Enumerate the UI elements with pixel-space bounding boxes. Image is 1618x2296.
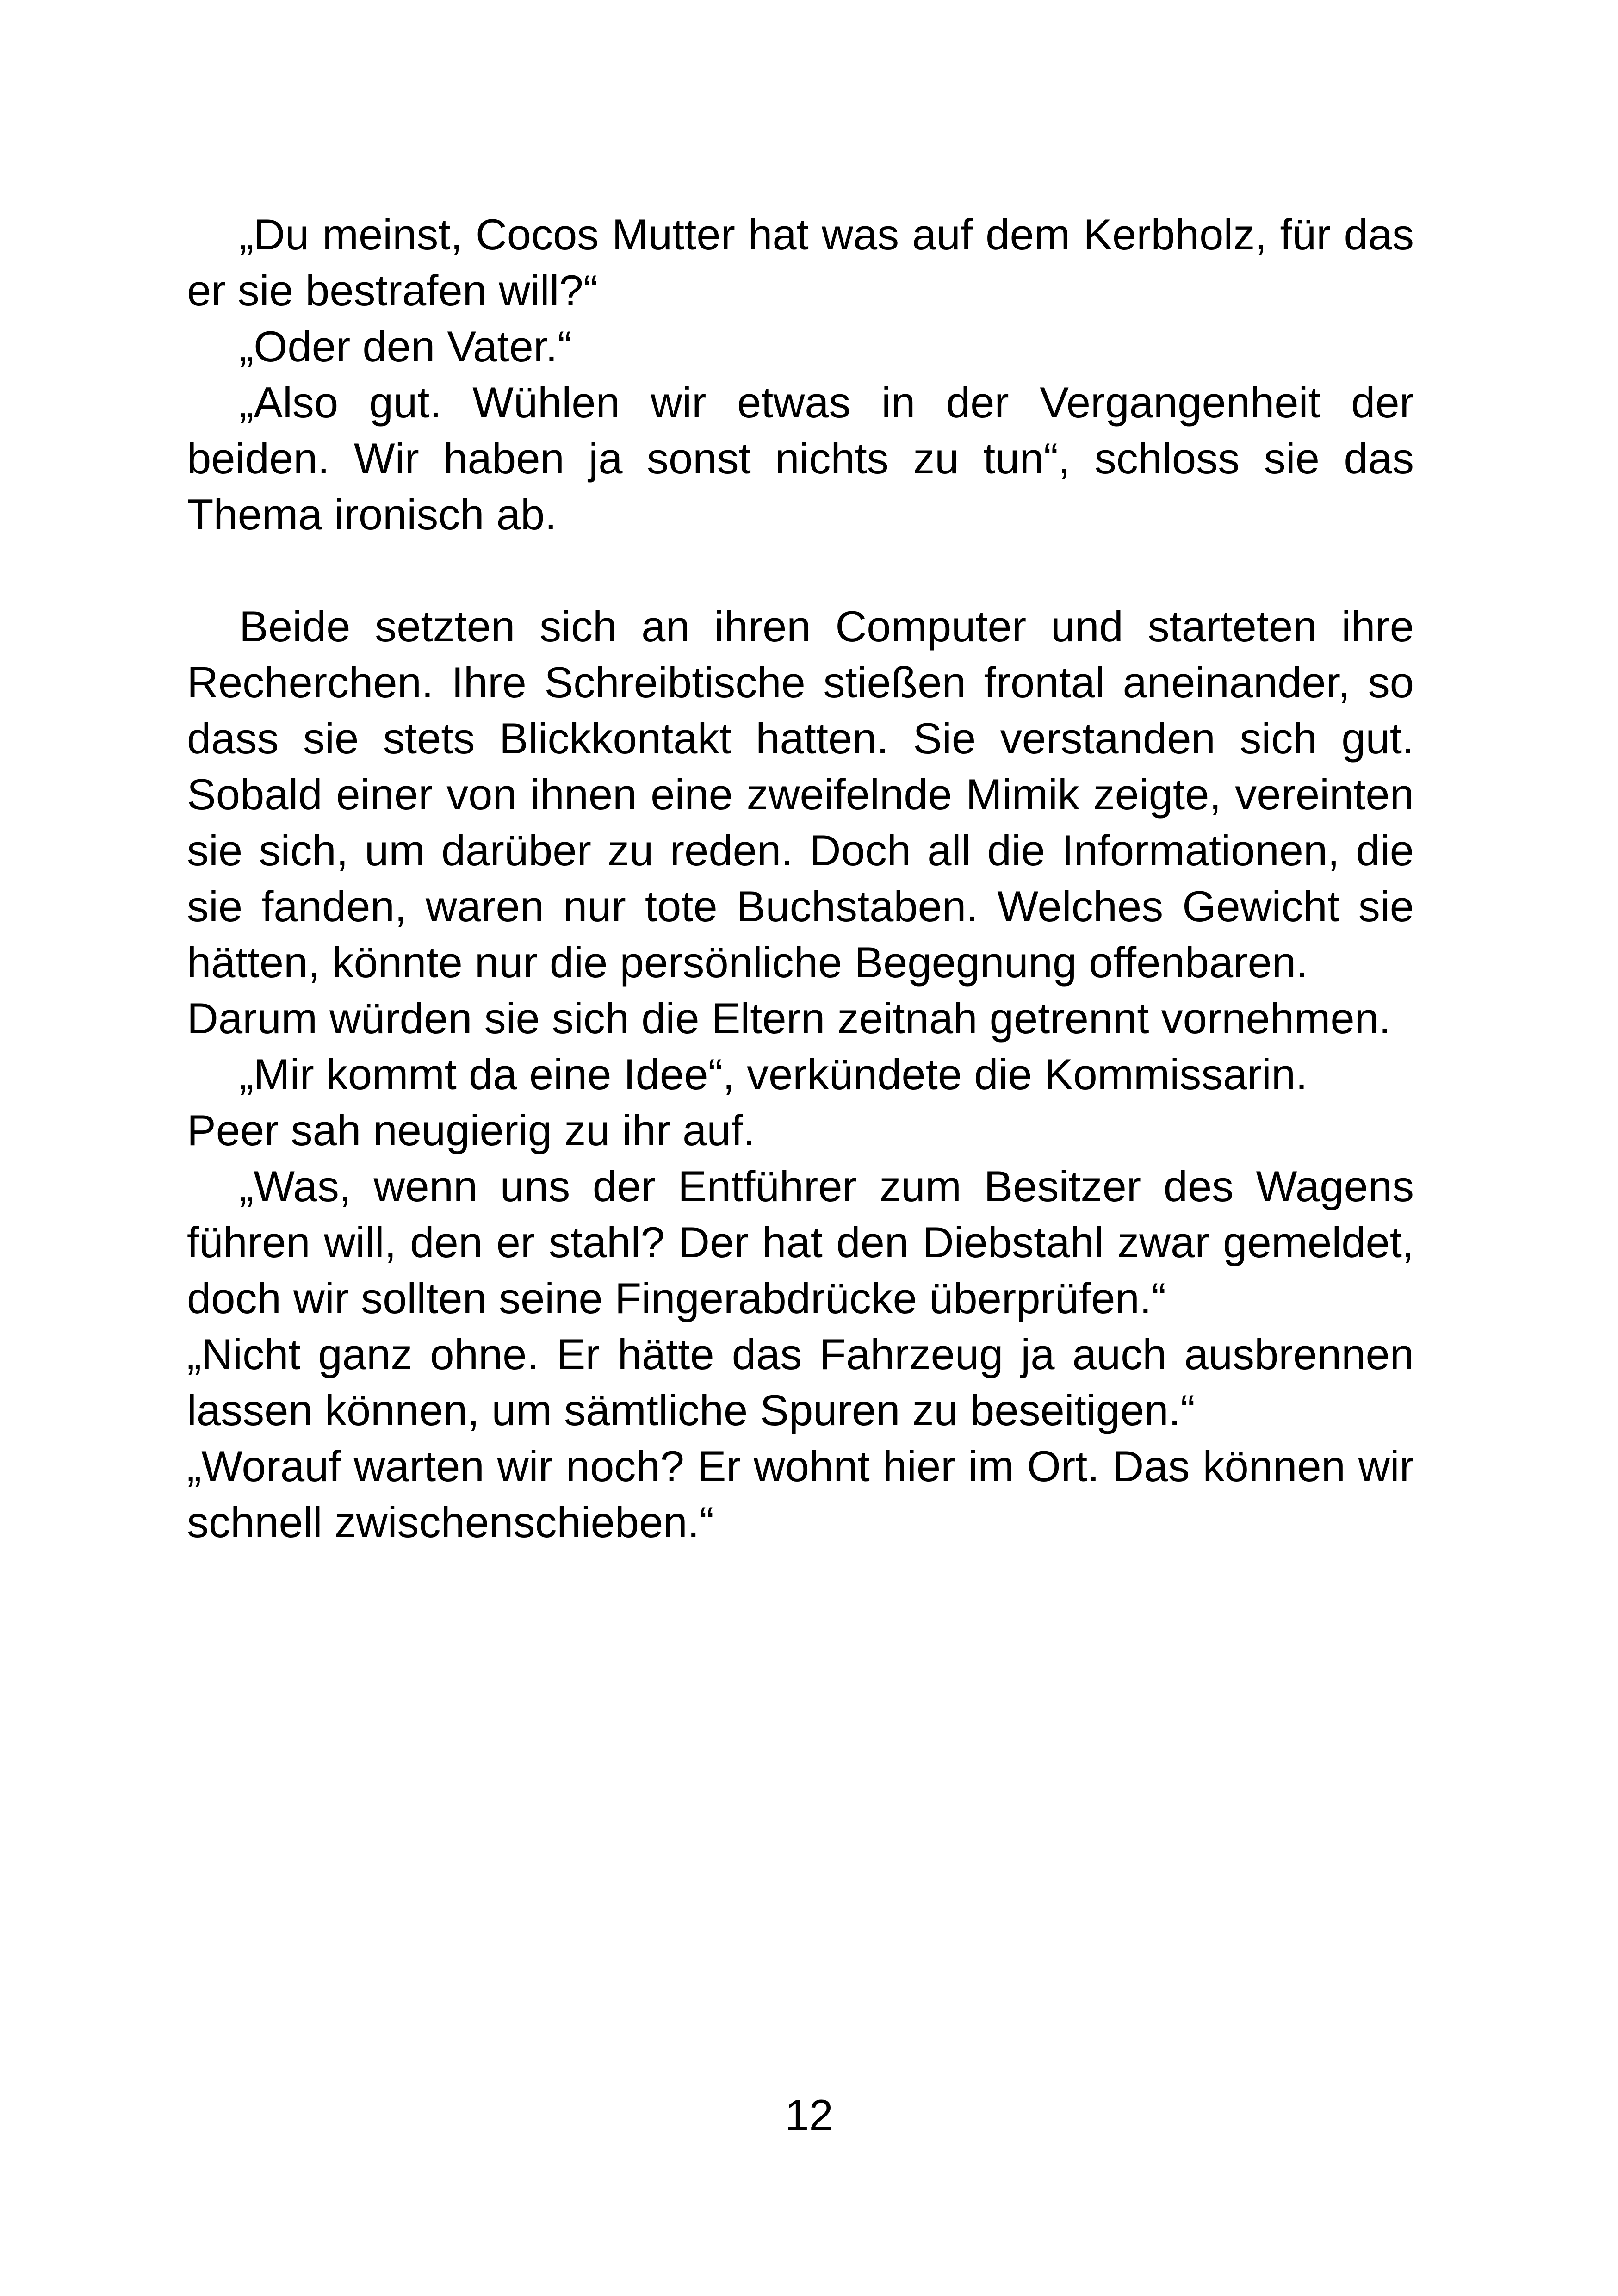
- paragraph-7: Peer sah neugierig zu ihr auf.: [187, 1106, 755, 1154]
- body-text: [187, 206, 1414, 1550]
- paragraph-2: „Oder den Vater.“: [239, 322, 572, 371]
- paragraph-1: „Du meinst, Cocos Mutter hat was auf dem Kerbholz, für das er sie bestrafen will?“: [187, 210, 1414, 315]
- paragraph-9: „Nicht ganz ohne. Er hätte das Fahrzeug ja auch ausbrennen lassen können, um sämtliche Spuren zu beseitigen.“: [187, 1330, 1414, 1434]
- paragraph-6: „Mir kommt da eine Idee“, verkündete die Kommissarin.: [239, 1050, 1308, 1098]
- page-number: 12: [785, 2091, 833, 2139]
- paragraph-10: „Worauf warten wir noch? Er wohnt hier im Ort. Das können wir schnell zwischenschieben.“: [187, 1442, 1414, 1546]
- paragraph-4: Beide setzten sich an ihren Computer und starteten ihre Recherchen. Ihre Schreibtische stießen frontal aneinander, so dass sie stets Blickkontakt hatten. Sie verstanden sich gut. Sobald einer von ihnen eine zweifelnde Mimik zeigte, vereinten sie sich, um darüber zu reden. Doch all die Informationen, die sie fanden, waren nur tote Buchstaben. Welches Gewicht sie hätten, könnte nur die persönliche Begegnung offenbaren.: [187, 602, 1414, 987]
- paragraph-3: „Also gut. Wühlen wir etwas in der Vergangenheit der beiden. Wir haben ja sonst nichts zu tun“, schloss sie das Thema ironisch ab.: [187, 378, 1414, 539]
- paragraph-5: Darum würden sie sich die Eltern zeitnah getrennt vornehmen.: [187, 994, 1391, 1043]
- paragraph-8: „Was, wenn uns der Entführer zum Besitzer des Wagens führen will, den er stahl? Der hat den Diebstahl zwar gemeldet, doch wir sollten seine Fingerabdrücke überprüfen.“: [187, 1162, 1414, 1322]
